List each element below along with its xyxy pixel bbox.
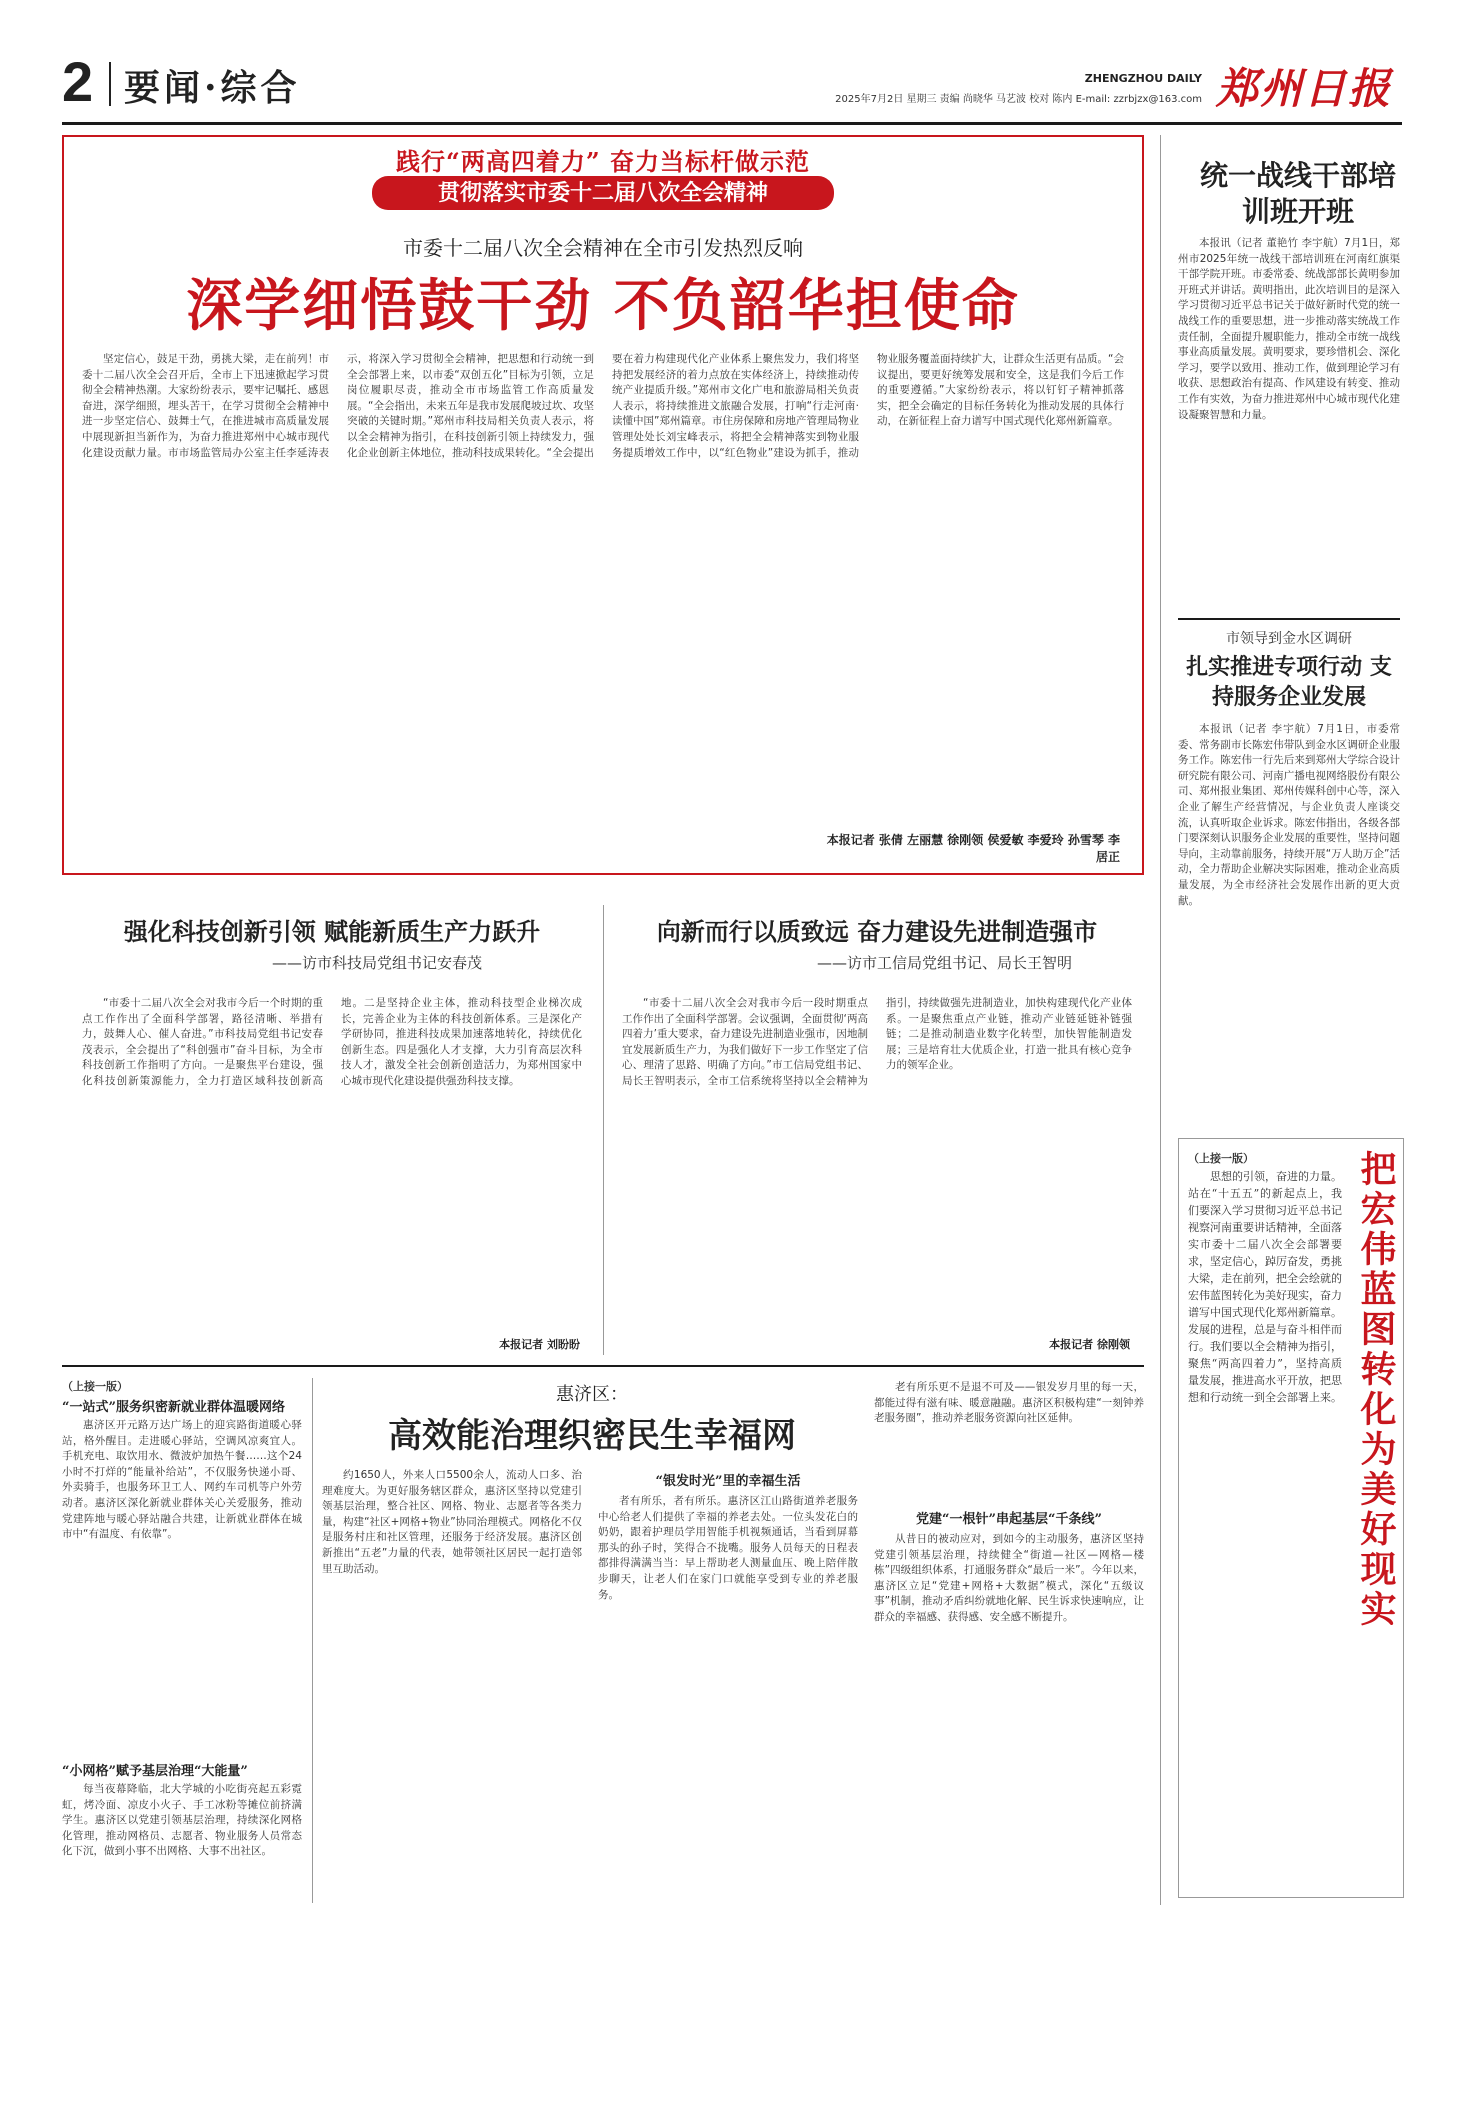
huiji-title: 高效能治理织密民生幸福网 — [388, 1416, 796, 1456]
manufacture-body — [622, 996, 1132, 1326]
research-text: 本报讯（记者 李宇航）7月1日，市委常委、常务副市长陈宏伟带队到金水区调研企业服务工作。陈宏伟一行先后来到郑州大学综合设计研究院有限公司、河南广播电视网络股份有限公司、郑州报业集团、郑州传媒科创中心等，深入企业了解生产经营情况，与企业负责人座谈交流，认真听取企业诉求。陈宏伟指出，各级各部门要深刻认识服务企业发展的重要性，坚持问题导向，主动靠前服务，持续开展“万人助万企”活动，全力帮助企业解决实际困难，推动企业高质量发展，为全市经济社会发展作出新的更大贡献。 — [1178, 723, 1400, 907]
mid-rule — [62, 1365, 1144, 1367]
huiji-left-body2 — [62, 1782, 302, 1902]
science-byline: 本报记者 刘盼盼 — [499, 1338, 580, 1351]
manufacture-text: “市委十二届八次全会对我市今后一段时期重点工作作出了全面科学部署。会议强调，全面贯彻‘两高四着力’重大要求，奋力建设先进制造业强市，因地制宜发展新质生产力，为我们做好下一步工作坚定了信心、理清了思路、明确了方向。”市工信局党组书记、局长王智明表示，全市工信系统将坚持以全会精神为指引，持续做强先进制造业，加快构建现代化产业体系。一是聚焦重点产业链，推动产业链延链补链强链；二是推动制造业数字化转型，加快智能制造发展；三是培育壮大优质企业，打造一批具有核心竞争力的领军企业。 — [622, 997, 1132, 1087]
science-body — [82, 996, 582, 1326]
lead-byline: 本报记者 张倩 左丽慧 徐刚领 侯爱敏 李爱玲 孙雪琴 李居正 — [826, 833, 1120, 864]
huiji-right-h2: 党建“一根针”串起基层“千条线” — [916, 1512, 1102, 1527]
lead-body — [82, 352, 1124, 822]
huiji-right-body — [874, 1380, 1144, 1500]
huiji-center-body — [322, 1468, 582, 1903]
commentary-title: 把宏伟蓝图转化为美好现实 — [1355, 1150, 1397, 1630]
science-subtitle: ——访市科技局党组书记安春茂 — [271, 954, 482, 972]
huiji-left-text2: 每当夜幕降临，北大学城的小吃街亮起五彩霓虹，烤冷面、凉皮小火子、手工冰粉等摊位前挤满学生。惠济区以党建引领基层治理，持续深化网格化管理，推动网格员、志愿者、物业服务人员常态化下沉，做到小事不出网格、大事不出社区。 — [62, 1783, 302, 1858]
huiji-left-body1 — [62, 1418, 302, 1748]
united-front-body — [1178, 236, 1400, 606]
science-text: “市委十二届八次全会对我市今后一个时期的重点工作作出了全面科学部署，路径清晰、举措有力，鼓舞人心、催人奋进。”市科技局党组书记安春茂表示，全会提出了“科创强市”奋斗目标，为全市科技创新工作指明了方向。一是聚焦平台建设，强化科技创新策源能力，全力打造区域科技创新高地。二是坚持企业主体，推动科技型企业梯次成长，完善企业为主体的科技创新体系。三是深化产学研协同，推进科技成果加速落地转化，持续优化创新生态。四是强化人才支撑，大力引育高层次科技人才，激发全社会创新创造活力，为郑州国家中心城市现代化建设提供强劲科技支撑。 — [82, 997, 582, 1087]
huiji-left-h1: “一站式”服务织密新就业群体温暖网络 — [62, 1400, 285, 1415]
huiji-kicker: 惠济区： — [556, 1384, 628, 1405]
united-front-text: 本报讯（记者 董艳竹 李宇航）7月1日，郑州市2025年统一战线干部培训班在河南红旗渠干部学院开班。市委常委、统战部部长黄明参加开班式并讲话。黄明指出，此次培训目的是深入学习贯彻习近平总书记关于做好新时代党的统一战线工作的重要思想，进一步推动落实统战工作责任制，全面提升履职能力，推动全市统一战线事业高质量发展。黄明要求，要珍惜机会、深化学习，要学以致用、推动工作，做到理论学习有收获、思想政治有提高、作风建设有转变、推动工作有实效，为奋力推进郑州中心城市现代化建设凝聚智慧和力量。 — [1178, 237, 1400, 421]
huiji-center-h1: “银发时光”里的幸福生活 — [655, 1474, 801, 1489]
huiji-right-text2: 从昔日的被动应对，到如今的主动服务，惠济区坚持党建引领基层治理，持续健全“街道—社区—网格—楼栋”四级组织体系，打通服务群众“最后一米”。今年以来，惠济区立足“党建+网格+大数据”模式，深化“五级议事”机制，推动矛盾纠纷就地化解、民生诉求快速响应，让群众的幸福感、获得感、安全感不断提升。 — [874, 1533, 1144, 1623]
right-rule-1 — [1178, 618, 1400, 620]
right-col-divider — [1160, 135, 1161, 1905]
commentary-tag: （上接一版） — [1188, 1152, 1254, 1165]
huiji-center-body-mid — [598, 1494, 858, 1904]
huiji-left-text1: 惠济区开元路万达广场上的迎宾路街道暖心驿站，格外醒目。走进暖心驿站，空调风凉爽宜人。手机充电、取饮用水、微波炉加热午餐……这个24小时不打烊的“能量补给站”，不仅服务快递小哥、外卖骑手，也服务环卫工人、网约车司机等户外劳动者。惠济区深化新就业群体关心关爱服务，推动党建阵地与暖心驿站融合共建，让新就业群体在城市中“有温度、有依靠”。 — [62, 1419, 302, 1541]
manufacture-subtitle: ——访市工信局党组书记、局长王智明 — [816, 954, 1072, 972]
manufacture-title: 向新而行以质致远 奋力建设先进制造强市 — [656, 917, 1098, 946]
lead-title: 深学细悟鼓干劲 不负韶华担使命 — [186, 273, 1020, 339]
lead-subtitle: 市委十二届八次全会精神在全市引发热烈反响 — [403, 236, 803, 260]
bottom-divider-1 — [312, 1378, 313, 1903]
page-number: 2 — [62, 50, 94, 113]
commentary-body — [1188, 1168, 1342, 1888]
masthead-rule — [62, 122, 1402, 125]
huiji-right-body2 — [874, 1532, 1144, 1902]
paper-name-en: ZHENGZHOU DAILY — [1084, 72, 1202, 85]
science-title: 强化科技创新引领 赋能新质生产力跃升 — [123, 917, 541, 946]
lead-body-text: 坚定信心，鼓足干劲，勇挑大梁，走在前列！市委十二届八次全会召开后，全市上下迅速掀起学习贯彻全会精神热潮。大家纷纷表示，要牢记嘱托、感恩奋进，深学细照，埋头苦干，在学习贯彻全会精神中进一步坚定信心、鼓舞士气，在推进城市高质量发展中展现新担当新作为，为奋力推进郑州中心城市现代化建设贡献力量。市市场监管局办公室主任李延涛表示，将深入学习贯彻全会精神，把思想和行动统一到全会部署上来，以市委“双创五化”目标为引领，立足岗位履职尽责，推动全市市场监管工作高质量发展。“全会指出，未来五年是我市发展爬坡过坎、攻坚突破的关键时期。”郑州市科技局相关负责人表示，将以全会精神为指引，在科技创新引领上持续发力，强化企业创新主体地位，推动科技成果转化。“全会提出要在着力构建现代化产业体系上聚焦发力，我们将坚持把发展经济的着力点放在实体经济上，持续推动传统产业提质升级。”郑州市文化广电和旅游局相关负责人表示，将持续推进文旅融合发展，打响“行走河南·读懂中国”郑州篇章。市住房保障和房地产管理局物业管理处处长刘宝峰表示，将把全会精神落实到物业服务提质增效工作中，以“红色物业”建设为抓手，推动物业服务覆盖面持续扩大，让群众生活更有品质。“会议提出，要更好统筹发展和安全，这是我们今后工作的重要遵循。”大家纷纷表示，将以钉钉子精神抓落实，把全会确定的目标任务转化为推动发展的具体行动，在新征程上奋力谱写中国式现代化郑州新篇章。 — [82, 353, 1124, 459]
masthead-divider — [109, 62, 111, 106]
section-title: 要闻·综合 — [124, 67, 301, 109]
lead-banner: 贯彻落实市委十二届八次全会精神 — [372, 176, 834, 210]
huiji-left-h2: “小网格”赋予基层治理“大能量” — [62, 1764, 248, 1779]
huiji-center-text-mid: 者有所乐，者有所乐。惠济区江山路街道养老服务中心给老人们提供了幸福的养老去处。一位头发花白的奶奶，跟着护理员学用智能手机视频通话，当看到屏幕那头的孙子时，笑得合不拢嘴。服务人员每天的日程表都排得满满当当：早上帮助老人测量血压、晚上陪伴散步聊天，让老人们在家门口就能享受到专业的养老服务。 — [598, 1495, 858, 1601]
united-front-title: 统一战线干部培训班开班 — [1199, 159, 1396, 228]
interview-divider — [603, 905, 604, 1355]
commentary-text: 思想的引领，奋进的力量。站在“十五五”的新起点上，我们要深入学习贯彻习近平总书记视察河南重要讲话精神，全面落实市委十二届八次全会部署要求，坚定信心，踔厉奋发，勇挑大梁，走在前列，把全会绘就的宏伟蓝图转化为美好现实，奋力谱写中国式现代化郑州新篇章。发展的进程，总是与奋斗相伴而行。我们要以全会精神为指引，聚焦“两高四着力”，坚持高质量发展，推进高水平开放，把思想和行动统一到全会部署上来。 — [1188, 1170, 1342, 1404]
huiji-left-tag: （上接一版） — [62, 1380, 128, 1393]
research-body — [1178, 722, 1400, 1122]
huiji-right-text: 老有所乐更不是退不可及——银发岁月里的每一天，都能过得有滋有味、暖意融融。惠济区积极构建“一刻钟养老服务圈”，推动养老服务资源向社区延伸。 — [874, 1381, 1144, 1425]
masthead — [62, 50, 1402, 120]
lead-kicker: 践行“两高四着力” 奋力当标杆做示范 — [396, 147, 810, 176]
research-title: 扎实推进专项行动 支持服务企业发展 — [1186, 654, 1392, 710]
manufacture-byline: 本报记者 徐刚领 — [1049, 1338, 1130, 1351]
date-line: 2025年7月2日 星期三 责编 尚晓华 马艺波 校对 陈内 E-mail: zzrbjzx@163.com — [835, 94, 1202, 105]
huiji-center-text: 约1650人，外来人口5500余人，流动人口多、治理难度大。为更好服务辖区群众，惠济区坚持以党建引领基层治理，整合社区、网格、物业、志愿者等各类力量，构建“社区+网格+物业”协同治理模式。网格化不仅是服务村庄和社区管理，还服务于经济发展。惠济区创新推出“五老”力量的代表，她带领社区居民一起打造邻里互助活动。 — [322, 1469, 582, 1575]
paper-logo: 郑州日报 — [1215, 64, 1392, 113]
research-kicker: 市领导到金水区调研 — [1226, 631, 1352, 647]
